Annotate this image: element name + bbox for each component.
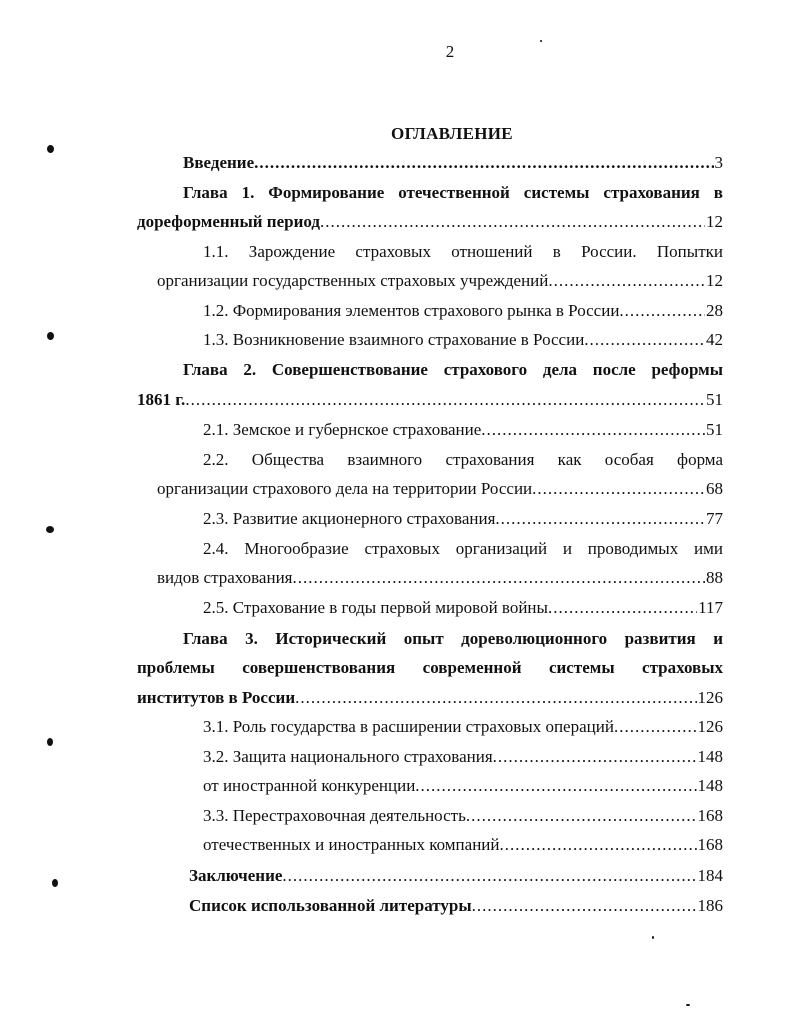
toc-section-1-1-line1[interactable]: 1.1. Зарождение страховых отношений в России. Попытки [203, 242, 723, 261]
toc-section-2-4-line1[interactable]: 2.4. Многообразие страховых организаций и проводимых ими [203, 539, 723, 558]
scan-speck [47, 145, 54, 153]
toc-entry-page: 168 [697, 835, 723, 854]
toc-chapter-1-line1[interactable]: Глава 1. Формирование отечественной системы страхования в [183, 183, 723, 202]
toc-entry-text: Заключение [189, 866, 283, 885]
toc-section-3-2[interactable] [203, 746, 723, 768]
toc-entry-page: 28 [706, 301, 723, 320]
toc-entry-text: 1.3. Возникновение взаимного страхование в России [203, 330, 585, 349]
toc-entry-introduction[interactable] [183, 152, 723, 174]
scan-speck [46, 526, 54, 533]
toc-chapter-2-line1[interactable]: Глава 2. Совершенствование страхового дела после реформы [183, 360, 723, 379]
toc-entry-text: 2.5. Страхование в годы первой мировой войны [203, 598, 548, 617]
toc-entry-page: 51 [706, 390, 723, 409]
toc-entry-text: Введение [183, 153, 255, 172]
toc-title: ОГЛАВЛЕНИЕ [391, 124, 513, 143]
toc-entry-page: 12 [706, 271, 723, 290]
toc-entry-text: институтов в России [137, 688, 296, 707]
toc-entry-text: от иностранной конкуренции [203, 776, 416, 795]
toc-section-3-3[interactable] [203, 805, 723, 827]
toc-entry-page: 186 [697, 896, 723, 915]
toc-chapter-3-line2[interactable]: проблемы совершенствования современной системы страховых [137, 658, 723, 677]
page-number: 2 [445, 42, 455, 61]
toc-entry-page: 77 [706, 509, 723, 528]
toc-chapter-3-line1[interactable]: Глава 3. Исторический опыт дореволюционного развития и [183, 629, 723, 648]
toc-entry-text: 3.3. Перестраховочная деятельность [203, 806, 466, 825]
scan-speck [47, 332, 54, 340]
toc-entry-page: 88 [706, 568, 723, 587]
scan-speck [686, 1004, 690, 1006]
toc-entry-bibliography[interactable] [189, 895, 723, 917]
toc-section-1-2[interactable] [203, 300, 723, 322]
toc-chapter-1-line2[interactable] [137, 211, 723, 233]
toc-entry-page: 42 [706, 330, 723, 349]
toc-entry-page: 68 [706, 479, 723, 498]
toc-section-2-5[interactable] [203, 597, 723, 619]
toc-entry-text: 2.3. Развитие акционерного страхования [203, 509, 496, 528]
toc-entry-conclusion[interactable] [189, 865, 723, 887]
toc-entry-page: 148 [697, 776, 723, 795]
toc-entry-page: 126 [697, 717, 723, 736]
toc-section-2-3[interactable] [203, 508, 723, 530]
toc-entry-text: дореформенный период [137, 212, 320, 231]
toc-entry-page: 126 [697, 688, 723, 707]
toc-entry-text: 3.2. Защита национального страхования [203, 747, 493, 766]
toc-entry-text: организации страхового дела на территории России [157, 479, 533, 498]
toc-section-2-2-line2[interactable] [157, 478, 723, 500]
scan-speck [47, 738, 53, 746]
toc-section-2-4-line2[interactable] [157, 567, 723, 589]
toc-entry-page: 168 [697, 806, 723, 825]
toc-entry-page: 117 [698, 598, 723, 617]
toc-section-3-2-cont[interactable] [203, 775, 723, 797]
toc-entry-page: 184 [697, 866, 723, 885]
toc-section-3-3-cont[interactable] [203, 834, 723, 856]
toc-entry-text: 3.1. Роль государства в расширении страховых операций [203, 717, 614, 736]
toc-entry-page: 51 [706, 420, 723, 439]
toc-entry-text: 1.2. Формирования элементов страхового рынка в России [203, 301, 620, 320]
toc-section-1-3[interactable] [203, 329, 723, 351]
toc-entry-text: 1861 г. [137, 390, 186, 409]
toc-entry-text: отечественных и иностранных компаний [203, 835, 500, 854]
toc-entry-page: 3 [714, 153, 723, 172]
toc-section-3-1[interactable] [203, 716, 723, 738]
scan-speck [52, 879, 58, 887]
scan-speck [652, 936, 654, 939]
toc-entry-page: 12 [706, 212, 723, 231]
toc-entry-page: 148 [697, 747, 723, 766]
toc-chapter-3-line3[interactable] [137, 687, 723, 709]
toc-entry-text: организации государственных страховых учреждений [157, 271, 549, 290]
toc-section-2-2-line1[interactable]: 2.2. Общества взаимного страхования как особая форма [203, 450, 723, 469]
toc-chapter-2-line2[interactable] [137, 389, 723, 411]
toc-section-2-1[interactable] [203, 419, 723, 441]
scan-speck [540, 40, 542, 42]
toc-entry-text: 2.1. Земское и губернское страхование [203, 420, 482, 439]
toc-entry-text: видов страхования [157, 568, 293, 587]
toc-section-1-1-line2[interactable] [157, 270, 723, 292]
toc-entry-text: Список использованной литературы [189, 896, 472, 915]
